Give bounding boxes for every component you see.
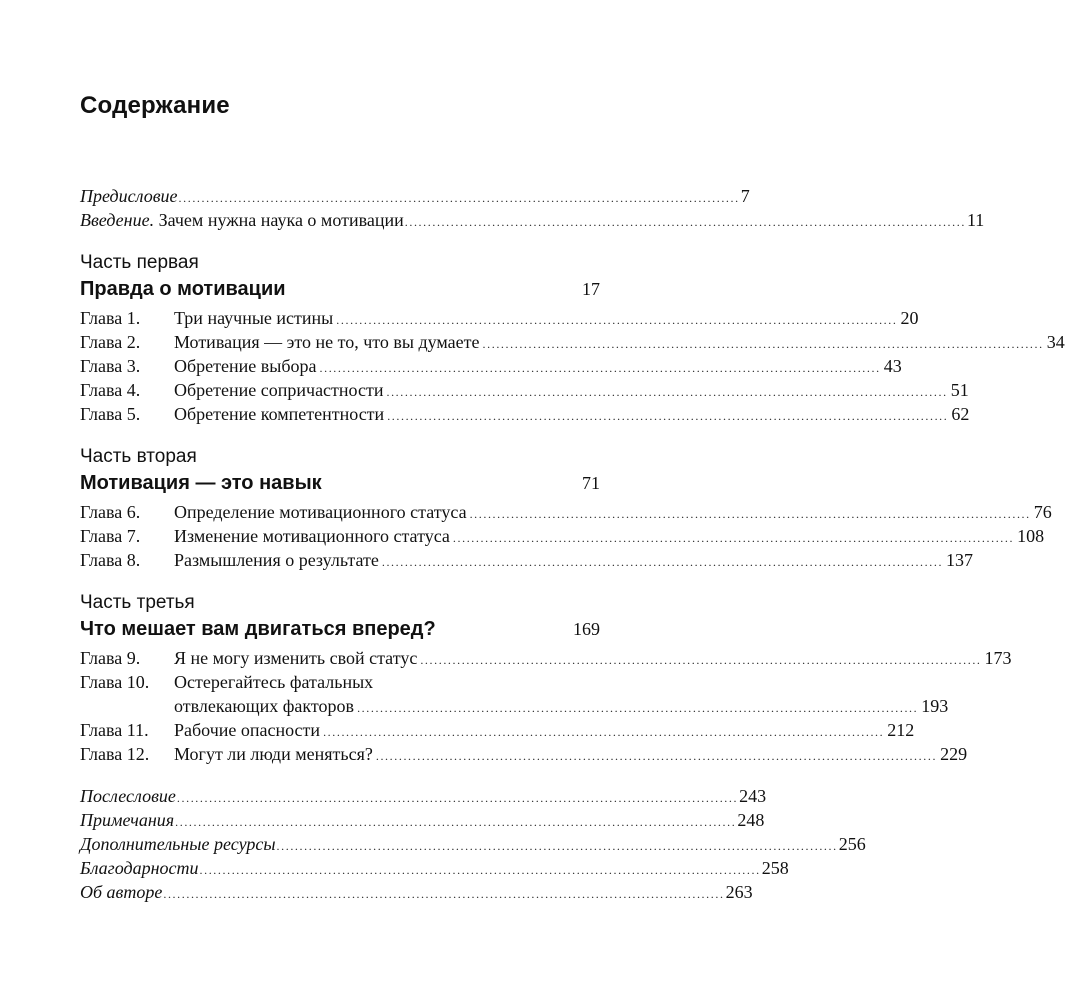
dot-leader: .......................................................................................................................... xyxy=(387,409,949,423)
toc-entry-page: 11 xyxy=(966,210,985,230)
toc-entry-label: Об авторе xyxy=(80,882,163,902)
chapter-number: Глава 1. xyxy=(80,308,141,328)
chapter-title: Мотивация — это не то, что вы думаете xyxy=(174,332,480,352)
chapter-title: Могут ли люди меняться? xyxy=(174,744,373,764)
chapter-title: Я не могу изменить свой статус xyxy=(174,648,418,668)
dot-leader: .......................................................................................................................... xyxy=(482,337,1044,351)
chapter-page: 229 xyxy=(940,744,968,764)
chapter-title: Обретение сопричастности xyxy=(174,380,384,400)
part-page: 17 xyxy=(582,279,600,299)
chapter-number: Глава 12. xyxy=(80,744,150,764)
chapter-number: Глава 7. xyxy=(80,526,141,546)
part-title-row[interactable] xyxy=(80,472,600,495)
toc-entry-label: Благодарности xyxy=(80,858,199,878)
dot-leader: .......................................................................................................................... xyxy=(323,725,885,739)
chapter-title: Размышления о результате xyxy=(174,550,379,570)
part-title-row[interactable] xyxy=(80,278,600,301)
dot-leader: .......................................................................................................................... xyxy=(452,531,1015,545)
chapter-number: Глава 6. xyxy=(80,502,141,522)
chapter-number: Глава 2. xyxy=(80,332,141,352)
dot-leader: .......................................................................................................................... xyxy=(178,191,740,205)
part-page: 71 xyxy=(582,473,600,493)
chapter-number: Глава 11. xyxy=(80,720,149,740)
dot-leader: .......................................................................................................................... xyxy=(336,313,898,327)
toc-entry-preface[interactable] xyxy=(80,184,750,208)
chapter-page: 34 xyxy=(1046,332,1065,352)
toc-entry-label: Послесловие xyxy=(80,786,176,806)
dot-leader: .......................................................................................................................... xyxy=(276,839,838,853)
chapter-page: 43 xyxy=(883,356,902,376)
chapter-page: 173 xyxy=(984,648,1012,668)
toc-entry-introduction[interactable] xyxy=(80,208,985,232)
page-title: Содержание xyxy=(80,92,230,119)
chapter-number: Глава 5. xyxy=(80,404,141,424)
toc-chapter[interactable] xyxy=(80,670,949,718)
chapter-page: 62 xyxy=(951,404,970,424)
dot-leader: .......................................................................................................................... xyxy=(386,385,948,399)
part-label: Часть вторая xyxy=(80,446,197,467)
chapter-title: Изменение мотивационного статуса xyxy=(174,526,450,546)
toc-entry-page: 258 xyxy=(761,858,789,878)
dot-leader: .......................................................................................................................... xyxy=(404,215,966,229)
dot-leader: .......................................................................................................................... xyxy=(176,791,739,805)
toc-entry-page: 7 xyxy=(740,186,750,206)
chapter-number: Глава 8. xyxy=(80,550,141,570)
chapter-title: Рабочие опасности xyxy=(174,720,321,740)
toc-entry-label-italic: Введение. xyxy=(80,210,155,230)
chapter-page: 51 xyxy=(950,380,969,400)
toc-entry-label: Примечания xyxy=(80,810,175,830)
chapter-title: Обретение компетентности xyxy=(174,404,385,424)
toc-entry-notes[interactable] xyxy=(80,808,765,832)
dot-leader: .......................................................................................................................... xyxy=(199,863,761,877)
chapter-page: 20 xyxy=(900,308,919,328)
toc-entry-label: Предисловие xyxy=(80,186,178,206)
part-page: 169 xyxy=(573,619,600,639)
toc-entry-resources[interactable] xyxy=(80,832,866,856)
chapter-title: Определение мотивационного статуса xyxy=(174,502,467,522)
toc-entry-label-rest: Зачем нужна наука о мотивации xyxy=(154,210,404,230)
toc-entry-page: 263 xyxy=(725,882,753,902)
dot-leader: .......................................................................................................................... xyxy=(175,815,737,829)
toc-entry-page: 256 xyxy=(838,834,866,854)
chapter-title: Остерегайтесь фатальных xyxy=(174,672,374,692)
toc-entry-label xyxy=(80,208,404,232)
toc-entry-page: 243 xyxy=(739,786,767,806)
dot-leader: .......................................................................................................................... xyxy=(420,653,982,667)
dot-leader: .......................................................................................................................... xyxy=(375,749,938,763)
chapter-number: Глава 4. xyxy=(80,380,141,400)
chapter-number: Глава 3. xyxy=(80,356,141,376)
chapter-title: Обретение выбора xyxy=(174,356,317,376)
dot-leader: .......................................................................................................................... xyxy=(163,887,725,901)
chapter-page: 212 xyxy=(887,720,915,740)
chapter-page: 193 xyxy=(921,696,949,716)
chapter-page: 76 xyxy=(1033,502,1052,522)
part-label: Часть первая xyxy=(80,252,199,273)
dot-leader: .......................................................................................................................... xyxy=(469,507,1031,521)
chapter-page: 137 xyxy=(946,550,974,570)
toc-entry-about-author[interactable] xyxy=(80,880,753,904)
toc-entry-acknowledgements[interactable] xyxy=(80,856,789,880)
chapter-title-continued: отвлекающих факторов xyxy=(174,696,355,716)
part-title-row[interactable] xyxy=(80,618,600,641)
dot-leader: .......................................................................................................................... xyxy=(381,555,944,569)
toc-entry-page: 248 xyxy=(737,810,765,830)
part-title: Правда о мотивации xyxy=(80,278,286,300)
part-title: Что мешает вам двигаться вперед? xyxy=(80,618,436,640)
toc-entry-afterword[interactable] xyxy=(80,784,767,808)
chapter-page: 108 xyxy=(1017,526,1045,546)
dot-leader: .......................................................................................................................... xyxy=(357,701,919,715)
chapter-number: Глава 10. xyxy=(80,672,150,692)
part-title: Мотивация — это навык xyxy=(80,472,322,494)
chapter-title: Три научные истины xyxy=(174,308,334,328)
dot-leader: .......................................................................................................................... xyxy=(319,361,881,375)
toc-entry-label: Дополнительные ресурсы xyxy=(80,834,276,854)
part-label: Часть третья xyxy=(80,592,195,613)
chapter-number: Глава 9. xyxy=(80,648,141,668)
